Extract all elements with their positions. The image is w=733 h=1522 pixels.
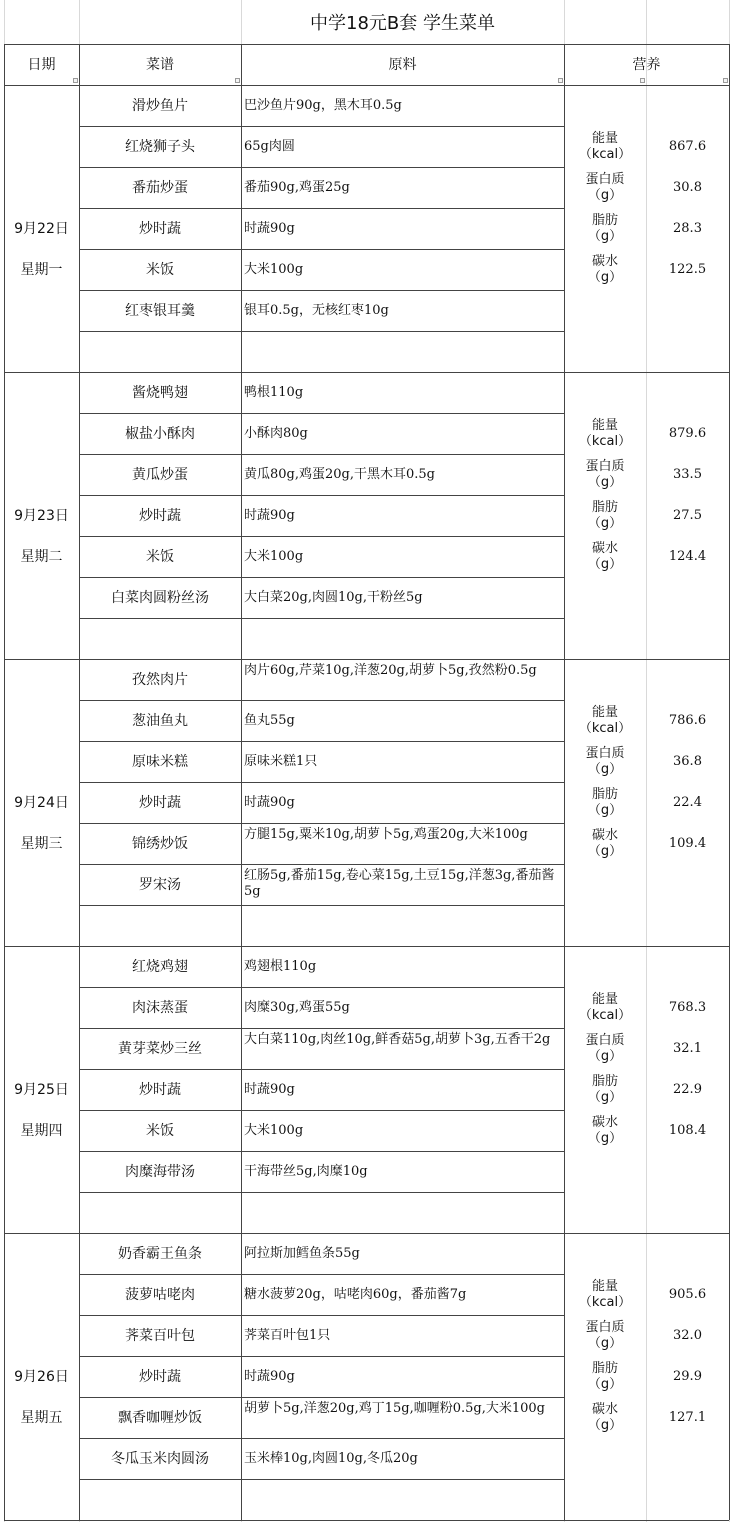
nutrient-value: 109.4 — [668, 835, 707, 851]
filter-dropdown-icon[interactable] — [640, 78, 645, 83]
nutrient-name: 脂肪 — [591, 212, 618, 228]
row-border — [79, 1479, 564, 1480]
filter-dropdown-icon[interactable] — [558, 78, 563, 83]
nutrient-unit: （g） — [587, 1417, 623, 1433]
nutrient-unit: （g） — [587, 1376, 623, 1392]
dish-name: 奶香霸王鱼条 — [118, 1245, 202, 1262]
dish-name: 炒时蔬 — [139, 1081, 181, 1098]
nutrient-unit: （g） — [587, 556, 623, 572]
nutrient-unit: （g） — [587, 1130, 623, 1146]
dish-ingredients: 番茄90g,鸡蛋25g — [244, 179, 350, 195]
dish-name: 红烧狮子头 — [125, 138, 195, 155]
dish-ingredients: 时蔬90g — [244, 794, 295, 810]
dish-ingredients: 阿拉斯加鳕鱼条55g — [244, 1245, 360, 1261]
nutrient-unit: （g） — [587, 515, 623, 531]
nutrient-value: 879.6 — [668, 425, 707, 441]
nutrient-label — [564, 126, 646, 167]
row-border — [79, 331, 564, 332]
header-border — [729, 44, 730, 85]
filter-dropdown-icon[interactable] — [723, 78, 728, 83]
dish-ingredients: 荠菜百叶包1只 — [244, 1327, 331, 1343]
dish-name: 冬瓜玉米肉圆汤 — [111, 1450, 209, 1467]
nutrient-unit: （g） — [587, 187, 623, 203]
filter-dropdown-icon[interactable] — [73, 78, 78, 83]
nutrient-value: 29.9 — [673, 1368, 702, 1384]
dish-name: 炒时蔬 — [139, 1368, 181, 1385]
nutrient-unit: （g） — [587, 1335, 623, 1351]
dish-name: 红烧鸡翅 — [132, 958, 188, 975]
nutrient-name: 脂肪 — [591, 1073, 618, 1089]
row-border — [79, 905, 564, 906]
nutrient-value: 905.6 — [668, 1286, 707, 1302]
header-nutrition: 营养 — [632, 57, 661, 73]
nutrient-unit: （kcal） — [578, 433, 632, 449]
dish-name: 米饭 — [146, 1122, 174, 1139]
dish-ingredients: 银耳0.5g，无核红枣10g — [244, 302, 389, 318]
day-weekday: 星期三 — [20, 835, 63, 852]
nutrient-label — [564, 1274, 646, 1315]
nutrient-value: 22.4 — [673, 794, 702, 810]
dish-ingredients: 红肠5g,番茄15g,卷心菜15g,土豆15g,洋葱3g,番茄酱5g — [244, 868, 555, 899]
nutrient-value: 33.5 — [673, 466, 702, 482]
dish-name: 荠菜百叶包 — [125, 1327, 195, 1344]
dish-name: 酱烧鸭翅 — [132, 384, 188, 401]
nutrient-unit: （g） — [587, 1089, 623, 1105]
nutrient-label — [564, 1315, 646, 1356]
header-ingredients: 原料 — [388, 57, 417, 73]
nutrient-value: 22.9 — [673, 1081, 702, 1097]
dish-ingredients: 时蔬90g — [244, 507, 295, 523]
nutrient-value: 122.5 — [668, 261, 707, 277]
nutrient-name: 能量 — [591, 130, 618, 146]
nutrient-name: 蛋白质 — [585, 745, 625, 761]
day-date: 9月25日 — [14, 1081, 69, 1098]
nutrient-label — [564, 167, 646, 208]
nutrient-name: 蛋白质 — [585, 1319, 625, 1335]
dish-name: 红枣银耳羹 — [125, 302, 195, 319]
dish-name: 孜然肉片 — [132, 671, 188, 688]
nutrient-unit: （kcal） — [578, 146, 632, 162]
nutrient-label — [564, 536, 646, 577]
dish-ingredients: 干海带丝5g,肉糜10g — [244, 1163, 368, 1179]
nutrient-name: 碳水 — [591, 253, 618, 269]
dish-name: 菠萝咕咾肉 — [125, 1286, 195, 1303]
nutrient-name: 蛋白质 — [585, 171, 625, 187]
nutrient-value: 28.3 — [673, 220, 702, 236]
block-border — [729, 1233, 730, 1520]
dish-ingredients: 鸭根110g — [244, 384, 304, 400]
dish-name: 黄瓜炒蛋 — [132, 466, 188, 483]
header-dish: 菜谱 — [146, 57, 174, 73]
dish-ingredients: 巴沙鱼片90g，黑木耳0.5g — [244, 97, 402, 113]
nutrient-name: 能量 — [591, 1278, 618, 1294]
row-border — [79, 618, 564, 619]
dish-ingredients: 鸡翅根110g — [244, 958, 317, 974]
day-weekday: 星期四 — [20, 1122, 63, 1139]
nutrient-label — [564, 413, 646, 454]
nutrient-unit: （kcal） — [578, 1007, 632, 1023]
nutrient-label — [564, 987, 646, 1028]
nutrient-label — [564, 1028, 646, 1069]
nutrient-unit: （g） — [587, 474, 623, 490]
dish-ingredients: 方腿15g,粟米10g,胡萝卜5g,鸡蛋20g,大米100g — [244, 827, 528, 842]
nutrient-label — [564, 208, 646, 249]
nutrient-label — [564, 249, 646, 290]
nutrient-value: 108.4 — [668, 1122, 707, 1138]
nutrient-unit: （g） — [587, 761, 623, 777]
dish-ingredients: 肉片60g,芹菜10g,洋葱20g,胡萝卜5g,孜然粉0.5g — [244, 663, 537, 678]
dish-name: 米饭 — [146, 548, 174, 565]
nutrient-label — [564, 1356, 646, 1397]
nutrient-name: 碳水 — [591, 1114, 618, 1130]
nutrient-value: 786.6 — [668, 712, 707, 728]
dish-name: 椒盐小酥肉 — [125, 425, 195, 442]
nutrient-name: 碳水 — [591, 827, 618, 843]
nutrient-unit: （kcal） — [578, 1294, 632, 1310]
row-border — [79, 1192, 564, 1193]
nutrient-value: 768.3 — [668, 999, 707, 1015]
dish-ingredients: 时蔬90g — [244, 220, 295, 236]
nutrient-name: 碳水 — [591, 540, 618, 556]
dish-name: 番茄炒蛋 — [132, 179, 188, 196]
day-date: 9月26日 — [14, 1368, 69, 1385]
dish-name: 肉沫蒸蛋 — [132, 999, 188, 1016]
dish-name: 炒时蔬 — [139, 220, 181, 237]
dish-name: 罗宋汤 — [139, 876, 181, 893]
day-date: 9月23日 — [14, 507, 69, 524]
dish-ingredients: 小酥肉80g — [244, 425, 308, 441]
dish-name: 滑炒鱼片 — [132, 97, 188, 114]
dish-name: 肉糜海带汤 — [125, 1163, 195, 1180]
nutrient-unit: （g） — [587, 228, 623, 244]
dish-ingredients: 大白菜110g,肉丝10g,鲜香菇5g,胡萝卜3g,五香干2g — [244, 1032, 551, 1047]
nutrient-name: 能量 — [591, 417, 618, 433]
nutrient-value: 124.4 — [668, 548, 707, 564]
nutrient-label — [564, 741, 646, 782]
nutrient-value: 127.1 — [668, 1409, 707, 1425]
dish-ingredients: 胡萝卜5g,洋葱20g,鸡丁15g,咖喱粉0.5g,大米100g — [244, 1401, 545, 1416]
dish-ingredients: 时蔬90g — [244, 1081, 295, 1097]
day-date: 9月24日 — [14, 794, 69, 811]
dish-ingredients: 鱼丸55g — [244, 712, 295, 728]
nutrient-value: 27.5 — [673, 507, 702, 523]
block-bottom-border — [4, 1520, 729, 1521]
nutrient-name: 碳水 — [591, 1401, 618, 1417]
nutrient-unit: （g） — [587, 802, 623, 818]
dish-ingredients: 大米100g — [244, 261, 304, 277]
day-weekday: 星期五 — [20, 1409, 63, 1426]
dish-ingredients: 65g肉圆 — [244, 138, 295, 154]
dish-ingredients: 大米100g — [244, 548, 304, 564]
nutrient-label — [564, 782, 646, 823]
dish-ingredients: 玉米棒10g,肉圆10g,冬瓜20g — [244, 1450, 418, 1466]
nutrient-name: 脂肪 — [591, 1360, 618, 1376]
dish-ingredients: 原味米糕1只 — [244, 753, 318, 769]
dish-name: 炒时蔬 — [139, 507, 181, 524]
nutrient-name: 蛋白质 — [585, 1032, 625, 1048]
dish-name: 葱油鱼丸 — [132, 712, 188, 729]
nutrient-name: 脂肪 — [591, 499, 618, 515]
nutrient-value: 32.0 — [673, 1327, 702, 1343]
nutrient-name: 能量 — [591, 991, 618, 1007]
nutrient-unit: （g） — [587, 269, 623, 285]
day-date: 9月22日 — [14, 220, 69, 237]
dish-name: 锦绣炒饭 — [132, 835, 188, 852]
dish-ingredients: 黄瓜80g,鸡蛋20g,干黑木耳0.5g — [244, 466, 435, 482]
day-weekday: 星期二 — [20, 548, 63, 565]
dish-name: 炒时蔬 — [139, 794, 181, 811]
nutrient-label — [564, 454, 646, 495]
nutrient-label — [564, 700, 646, 741]
nutrient-unit: （g） — [587, 843, 623, 859]
block-border — [729, 946, 730, 1233]
nutrient-value: 30.8 — [673, 179, 702, 195]
dish-name: 飘香咖喱炒饭 — [118, 1409, 202, 1426]
nutrient-label — [564, 1397, 646, 1438]
nutrient-value: 867.6 — [668, 138, 707, 154]
nutrient-name: 脂肪 — [591, 786, 618, 802]
filter-dropdown-icon[interactable] — [235, 78, 240, 83]
block-border — [729, 659, 730, 946]
dish-name: 白菜肉圆粉丝汤 — [111, 589, 209, 606]
nutrient-unit: （g） — [587, 1048, 623, 1064]
dish-ingredients: 时蔬90g — [244, 1368, 295, 1384]
nutrient-unit: （kcal） — [578, 720, 632, 736]
day-weekday: 星期一 — [20, 261, 63, 278]
nutrient-label — [564, 823, 646, 864]
nutrient-name: 蛋白质 — [585, 458, 625, 474]
nutrient-label — [564, 1069, 646, 1110]
dish-ingredients: 糖水菠萝20g，咕咾肉60g，番茄酱7g — [244, 1286, 467, 1302]
dish-ingredients: 大米100g — [244, 1122, 304, 1138]
dish-name: 原味米糕 — [132, 753, 188, 770]
dish-name: 米饭 — [146, 261, 174, 278]
dish-name: 黄芽菜炒三丝 — [118, 1040, 202, 1057]
dish-ingredients: 肉糜30g,鸡蛋55g — [244, 999, 350, 1015]
nutrient-label — [564, 495, 646, 536]
dish-ingredients: 大白菜20g,肉圆10g,干粉丝5g — [244, 589, 423, 605]
nutrient-value: 36.8 — [673, 753, 702, 769]
block-border — [729, 372, 730, 659]
nutrient-label — [564, 1110, 646, 1151]
header-date: 日期 — [27, 57, 56, 73]
nutrient-value: 32.1 — [673, 1040, 702, 1056]
nutrient-name: 能量 — [591, 704, 618, 720]
page-title: 中学18元B套 学生菜单 — [310, 13, 495, 34]
block-border — [729, 85, 730, 372]
